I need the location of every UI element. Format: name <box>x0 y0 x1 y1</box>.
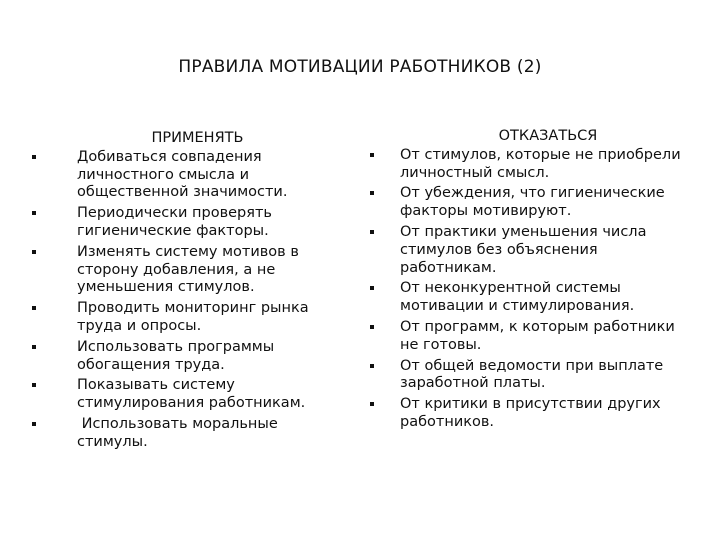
list-item-text: От программ, к которым работники не готовы. <box>400 318 675 353</box>
reject-list <box>366 147 696 432</box>
bullet-icon <box>32 306 36 310</box>
list-item <box>28 339 318 375</box>
bullet-icon <box>32 211 36 215</box>
list-item <box>28 205 318 241</box>
bullet-icon <box>32 155 36 159</box>
bullet-icon <box>370 402 374 406</box>
bullet-icon <box>370 286 374 290</box>
list-item-text: Показывать систему стимулирования работникам. <box>77 377 306 412</box>
bullet-icon <box>370 364 374 368</box>
bullet-icon <box>32 345 36 349</box>
list-item <box>28 300 318 336</box>
bullet-icon <box>32 422 36 426</box>
list-item-text: Проводить мониторинг рынка труда и опросы. <box>77 300 309 334</box>
list-item-text: От стимулов, которые не приобрели личностный смысл. <box>400 146 681 181</box>
bullet-icon <box>32 250 36 254</box>
list-item-text: От практики уменьшения числа стимулов без объяснения работникам. <box>400 223 647 276</box>
apply-column <box>28 130 318 455</box>
bullet-icon <box>370 230 374 234</box>
list-item <box>28 244 318 297</box>
list-item-text: Использовать программы обогащения труда. <box>77 338 275 373</box>
list-item <box>366 147 696 183</box>
apply-heading: ПРИМЕНЯТЬ <box>151 130 244 146</box>
bullet-icon <box>370 325 374 329</box>
list-item-text: Изменять систему мотивов в сторону добавления, а не уменьшения стимулов. <box>77 243 299 296</box>
list-item-text: От критики в присутствии других работников. <box>400 396 661 430</box>
list-item <box>366 396 696 432</box>
bullet-icon <box>370 153 374 157</box>
list-item-text: Добиваться совпадения личностного смысла и общественной значимости. <box>77 148 288 201</box>
list-item-text: Использовать моральные стимулы. <box>77 415 283 450</box>
list-item <box>366 280 696 316</box>
bullet-icon <box>32 383 36 387</box>
list-item <box>28 416 318 452</box>
list-item <box>366 224 696 277</box>
list-item <box>366 319 696 355</box>
reject-column <box>366 128 696 435</box>
list-item-text: От общей ведомости при выплате заработной платы. <box>400 357 664 392</box>
list-item-text: От убеждения, что гигиенические факторы мотивируют. <box>400 185 665 220</box>
list-item <box>366 185 696 221</box>
list-item <box>28 149 318 202</box>
list-item <box>28 377 318 413</box>
slide-title: ПРАВИЛА МОТИВАЦИИ РАБОТНИКОВ (2) <box>178 57 542 77</box>
bullet-icon <box>370 191 374 195</box>
reject-heading: ОТКАЗАТЬСЯ <box>498 128 598 144</box>
list-item-text: Периодически проверять гигиенические факторы. <box>77 205 272 239</box>
list-item <box>366 358 696 394</box>
list-item-text: От неконкурентной системы мотивации и стимулирования. <box>400 280 635 315</box>
apply-list <box>28 149 318 452</box>
